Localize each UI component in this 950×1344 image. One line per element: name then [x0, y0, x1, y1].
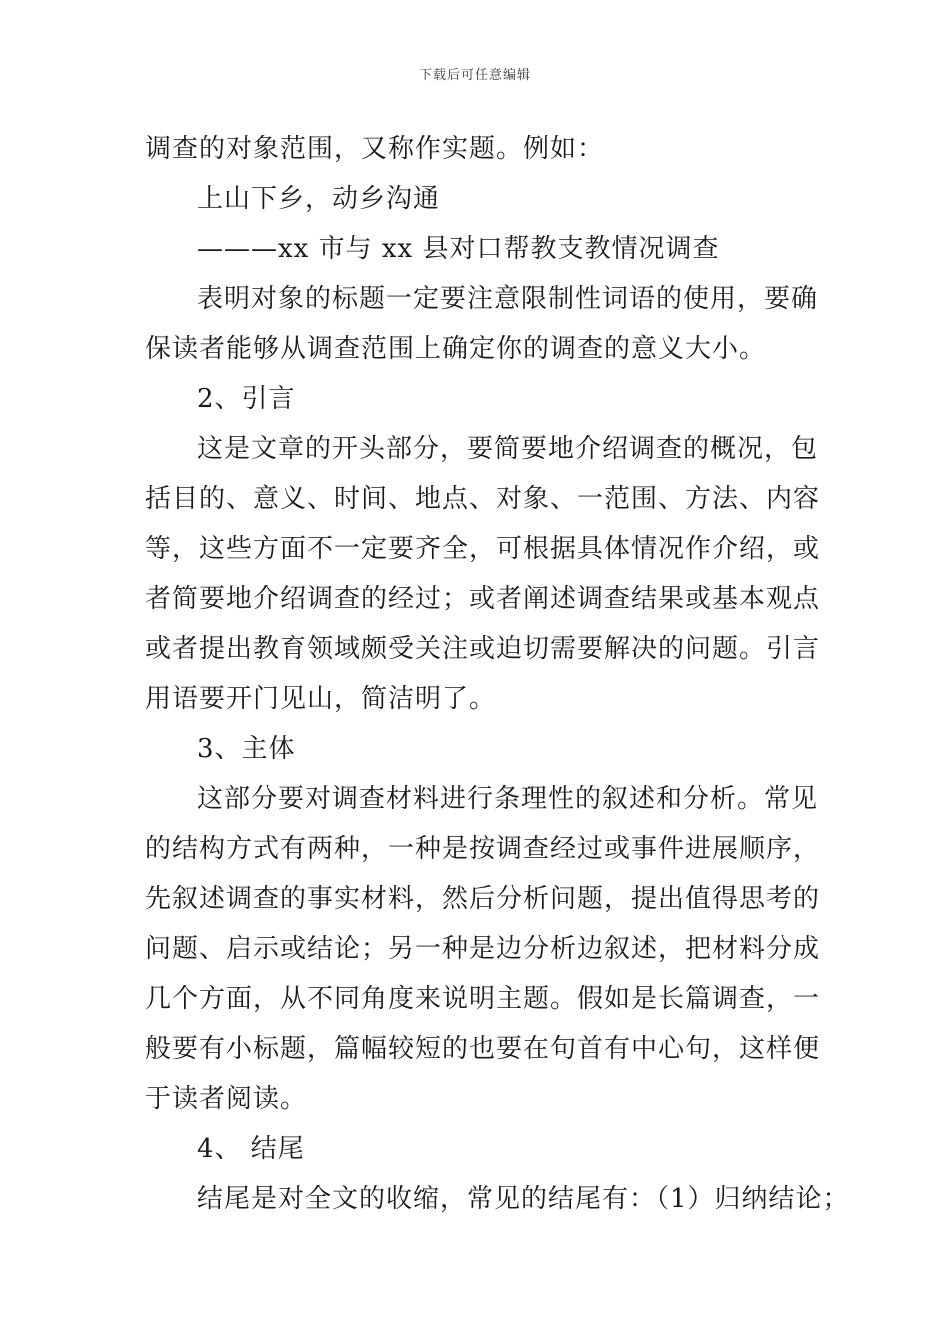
text-line: 几个方面，从不同角度来说明主题。假如是长篇调查，一	[145, 984, 821, 1014]
text-line: 的结构方式有两种，一种是按调查经过或事件进展顺序，	[145, 834, 821, 864]
text-line: 般要有小标题，篇幅较短的也要在句首有中心句，这样便	[145, 1034, 821, 1064]
text-line: ———xx 市与 xx 县对口帮教支教情况调查	[197, 234, 720, 264]
text-line: 问题、启示或结论；另一种是边分析边叙述，把材料分成	[145, 934, 821, 964]
text-line: 这部分要对调查材料进行条理性的叙述和分析。常见	[197, 784, 819, 814]
text-line: 于读者阅读。	[145, 1084, 308, 1114]
text-line: 结尾是对全文的收缩，常见的结尾有：（1）归纳结论；	[197, 1184, 850, 1214]
text-line: 等，这些方面不一定要齐全，可根据具体情况作介绍，或	[145, 534, 821, 564]
page-header: 下载后可任意编辑	[418, 68, 531, 83]
section-heading: 4、 结尾	[197, 1134, 305, 1164]
text-line: 先叙述调查的事实材料，然后分析问题，提出值得思考的	[145, 884, 821, 914]
text-line: 者简要地介绍调查的经过；或者阐述调查结果或基本观点	[145, 584, 821, 614]
text-line: 这是文章的开头部分，要简要地介绍调查的概况，包	[197, 434, 819, 464]
text-line: 上山下乡，动乡沟通	[197, 184, 441, 214]
text-line: 括目的、意义、时间、地点、对象、一范围、方法、内容	[145, 484, 821, 514]
text-line: 保读者能够从调查范围上确定你的调查的意义大小。	[145, 334, 767, 364]
document-body	[145, 124, 850, 1224]
text-line: 用语要开门见山，简洁明了。	[145, 684, 497, 714]
text-line: 或者提出教育领域颇受关注或迫切需要解决的问题。引言	[145, 634, 821, 664]
text-line: 调查的对象范围，又称作实题。例如：	[145, 134, 605, 164]
text-line: 表明对象的标题一定要注意限制性词语的使用，要确	[197, 284, 819, 314]
section-heading: 3、主体	[197, 734, 296, 764]
section-heading: 2、引言	[197, 384, 296, 414]
